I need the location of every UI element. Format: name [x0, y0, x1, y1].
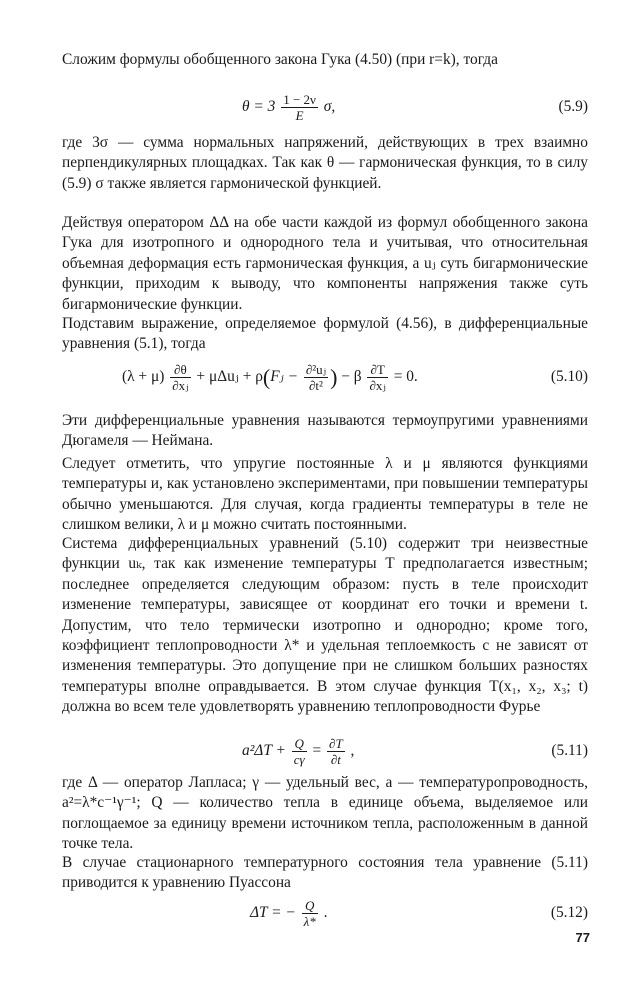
page-number: 77	[575, 930, 590, 945]
eq511-term1: a²ΔT +	[242, 742, 286, 760]
eq59-fraction	[281, 92, 318, 123]
eq510-term3: Fⱼ −	[270, 368, 298, 386]
eq510-f2-den: ∂t²	[308, 378, 323, 393]
paragraph-9: В случае стационарного температурного состояния тела уравнение (5.11) приводится к уравнению Пуассона	[62, 854, 588, 892]
eq510-f1-num: ∂θ	[170, 362, 190, 378]
equation-5-10	[62, 362, 588, 392]
eq510-fraction-3	[367, 362, 387, 393]
eq512-label: (5.12)	[550, 904, 588, 921]
paragraph-2: где 3σ — сумма нормальных напряжений, действующих в трех взаимно перпендикулярных площадках. Так как θ — гармоническая функция, то в силу (5.9) σ также является гармонической функцией.	[62, 134, 588, 192]
paragraph-8: где Δ — оператор Лапласа; γ — удельный вес, a — температуропроводность, a²=λ*c⁻¹γ⁻¹; Q — количество тепла в единице объема, выделяемое или поглощаемое за единицу времени источником тепла, расположенным в данной точке тела.	[62, 774, 588, 853]
paragraph-1: Сложим формулы обобщенного закона Гука (4.50) (при r=k), тогда	[62, 51, 498, 68]
eq511-f1-den: cγ	[293, 752, 305, 767]
equation-5-12	[62, 898, 588, 928]
eq510-term2: + μΔuⱼ + ρ	[196, 368, 263, 386]
eq59-label: (5.9)	[558, 98, 588, 115]
eq512-fraction	[302, 898, 318, 929]
eq510-label: (5.10)	[550, 368, 588, 385]
eq510-f3-den: ∂xⱼ	[369, 378, 386, 393]
eq511-term3: ,	[350, 742, 355, 760]
eq510-term4: − β	[341, 368, 362, 386]
eq59-denominator: E	[295, 108, 304, 123]
eq512-term1: ΔT = −	[250, 904, 296, 922]
eq511-term2: =	[312, 742, 322, 760]
paragraph-6: Следует отметить, что упругие постоянные λ и μ являются функциями температуры и, как установлено экспериментами, при повышении температуры обычно уменьшаются. Для случая, когда градиенты температуры в теле не слишком велики, λ и μ можно считать постоянными.	[62, 455, 588, 534]
paragraph-7: Система дифференциальных уравнений (5.10) содержит три неизвестные функции uₖ, так как изменение температуры T предполагается известным; последнее определяется следующим образом: пусть в теле происходит изменение температуры, зависящее от координат его точки и времени t. Допустим, что тело термически изотропно и однородно; кроме того, коэффициент теплопроводности λ* и удельная теплоемкость c не зависят от изменения температуры. Это допущение при не слишком больших разностях температуры вполне оправдывается. В этом случае функция T(x₁, x₂, x₃; t) должна во всем теле удовлетворять уравнению теплопроводности Фурье	[62, 535, 588, 716]
eq510-term5: = 0.	[393, 368, 418, 386]
eq511-f2-num: ∂T	[329, 736, 343, 751]
eq510-f3-num: ∂T	[367, 362, 387, 378]
paragraph-3: Действуя оператором ΔΔ на обе части каждой из формул обобщенного закона Гука для изотропного и однородного тела и учитывая, что относительная объемная деформация есть гармоническая функция, а uⱼ суть бигармонические функции, приходим к выводу, что компоненты напряжения также суть бигармонические функции.	[62, 214, 588, 313]
eq512-term2: .	[323, 904, 328, 922]
eq511-label: (5.11)	[551, 742, 588, 759]
paragraph-4: Подставим выражение, определяемое формулой (4.56), в дифференциальные уравнения (5.1), тогда	[62, 315, 588, 353]
eq511-f1-num: Q	[294, 736, 304, 751]
equation-5-9	[62, 92, 588, 122]
eq59-lhs: θ = 3	[242, 98, 276, 116]
eq511-fraction-2	[327, 736, 345, 767]
eq59-rhs: σ,	[323, 98, 336, 116]
eq512-num: Q	[305, 898, 315, 913]
eq510-term1: (λ + μ)	[122, 368, 165, 386]
eq511-fraction-1	[292, 736, 307, 767]
eq59-numerator: 1 − 2ν	[283, 92, 316, 107]
eq511-f2-den: ∂t	[330, 752, 341, 767]
equation-5-11	[62, 736, 588, 766]
eq510-fraction-2	[304, 362, 328, 393]
eq510-paren-close: )	[330, 364, 338, 390]
eq512-den: λ*	[303, 914, 316, 929]
eq510-f2-num: ∂²uⱼ	[305, 362, 327, 377]
eq510-f1-den: ∂xⱼ	[172, 378, 189, 393]
paragraph-5: Эти дифференциальные уравнения называются термоупругими уравнениями Дюгамеля — Неймана.	[62, 412, 588, 450]
eq510-fraction-1	[170, 362, 190, 393]
eq510-paren-open: (	[262, 364, 271, 390]
